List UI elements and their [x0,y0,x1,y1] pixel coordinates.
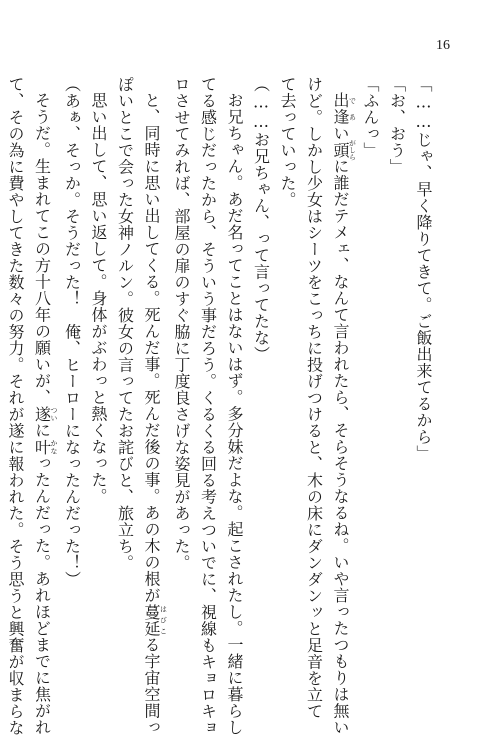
text-line: 「……じゃ、早く降りてきて。ご飯出来てるから」 [414,76,433,462]
furigana: 頭がしら [331,139,357,161]
text-line: 出逢であい頭がしらに誰だテメェ、なんて言われたら、そらそうなるね。いや言ったつもりは無い [331,92,357,736]
furigana: 蔓延はびこ [142,603,168,637]
text-line: と、同時に思い出してくる。死んだ事。死んだ後の事。あの木の根が蔓延はびこる宇宙空間っ [142,92,168,736]
page-number: 16 [436,38,450,53]
text-line: てる感じだったから、そういう事だろう。くるくる回る考えついでに、視線もキョロキョ [198,76,218,736]
text-line: ぽいとこで会った女神ノルン。彼女の言ってたお詫びと、旅立ち。 [115,76,135,571]
text-line: 「お、おう」 [387,76,407,175]
furigana: 遂つい [32,405,58,422]
text-line: ロさせてみれば、部屋の扉のすぐ脇に丁度良さげな姿見があった。 [172,76,191,571]
furigana: 叶かな [32,438,58,455]
text-line: （……お兄ちゃん、って言ってたな） [251,76,271,363]
text-line: 思い出して、思い返して。身体がぶわっと熱くなった。 [89,92,108,505]
furigana: 出逢であ [331,92,357,125]
text-line: て、その為に費やしてきた数々の努力。それが遂に報われた。そう思うと興奮が収まらな [6,76,25,736]
text-line: そうだ。生まれてこの方十八年の願いが、遂ついに叶かなったんだった。あれほどまでに焦がれ [32,92,58,736]
text-line: （あぁ、そっか。そうだった！ 俺、ヒーローになったんだった！） [62,76,82,588]
body-text [0,76,436,736]
text-line: けど。しかし少女はシーツをこっちに投げつけると、木の床にダンダンッと足音を立て [304,76,324,720]
text-line: 「ふんっ」 [361,76,380,159]
text-line: お兄ちゃん。あだ名ってことはないはず。多分妹だよな。起こされたし。一緒に暮らし [225,92,244,736]
text-line: て去っていった。 [278,76,297,208]
